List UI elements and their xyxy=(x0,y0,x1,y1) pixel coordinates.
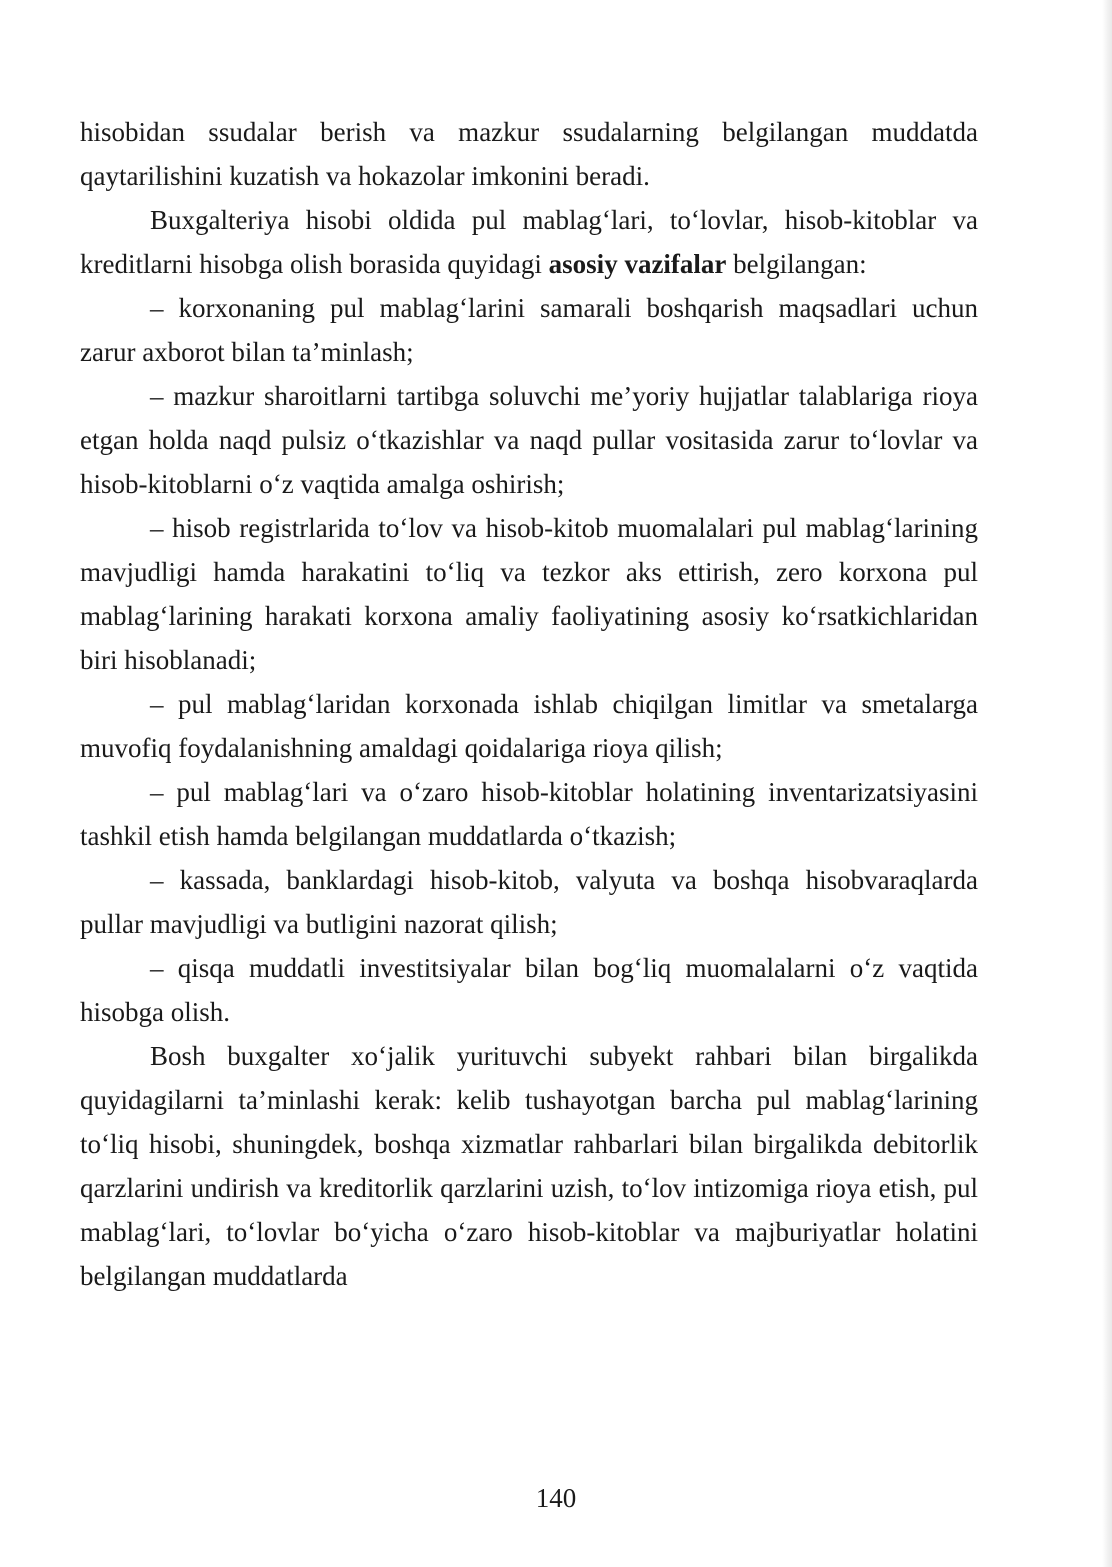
paragraph-chief-accountant xyxy=(80,1034,978,1298)
paragraph-text: Bosh buxgalter xo‘jalik yurituvchi subyekt rahbari bilan birgalikda quyidagilarni ta’minlashi kerak: kelib tushayotgan barcha pul mablag‘larining to‘liq hisobi, shuningdek, boshqa xizmatlar rahbarlari bilan birgalikda debitorlik qarzlarini undirish va kreditorlik qarzlarini uzish, to‘lov intizomiga rioya etish, pul mablag‘lari, to‘lovlar bo‘yicha o‘zaro hisob-kitoblar va majburiyatlar holatini belgilangan muddatlarda xyxy=(80,1041,978,1291)
list-item-text: – mazkur sharoitlarni tartibga soluvchi me’yoriy hujjatlar talablariga rioya etgan holda naqd pulsiz o‘tkazishlar va naqd pullar vositasida zarur to‘lovlar va hisob-kitoblarni o‘z vaqtida amalga oshirish; xyxy=(80,381,978,499)
list-item-text: – hisob registrlarida to‘lov va hisob-kitob muomalalari pul mablag‘larining mavjudligi hamda harakatini to‘liq va tezkor aks ettirish, zero korxona pul mablag‘larining harakati korxona amaliy faoliyatining asosiy ko‘rsatkichlaridan biri hisoblanadi; xyxy=(80,513,978,675)
list-item-text: – kassada, banklardagi hisob-kitob, valyuta va boshqa hisobvaraqlarda pullar mavjudligi va butligini nazorat qilish; xyxy=(80,865,978,939)
list-item xyxy=(80,506,978,682)
paragraph-text: belgilangan: xyxy=(726,249,867,279)
list-item xyxy=(80,858,978,946)
paragraph-text: hisobidan ssudalar berish va mazkur ssudalarning belgilangan muddatda qaytarilishini kuzatish va hokazolar imkonini beradi. xyxy=(80,117,978,191)
page-edge-shadow xyxy=(1102,0,1112,1567)
list-item xyxy=(80,946,978,1034)
list-item-text: – korxonaning pul mablag‘larini samarali boshqarish maqsadlari uchun zarur axborot bilan ta’minlash; xyxy=(80,293,978,367)
paragraph-continuation xyxy=(80,110,978,198)
paragraph-text: Buxgalteriya hisobi oldida pul mablag‘lari, to‘lovlar, hisob-kitoblar va kreditlarni hisobga olish borasida quyidagi xyxy=(80,205,978,279)
list-item-text: – qisqa muddatli investitsiyalar bilan bog‘liq muomalalarni o‘z vaqtida hisobga olish. xyxy=(80,953,978,1027)
bold-term: asosiy vazifalar xyxy=(548,249,727,279)
list-item-text: – pul mablag‘laridan korxonada ishlab chiqilgan limitlar va smetalarga muvofiq foydalanishning amaldagi qoidalariga rioya qilish; xyxy=(80,689,978,763)
page-number: 140 xyxy=(535,1483,577,1513)
body-text xyxy=(80,110,978,1298)
list-item xyxy=(80,770,978,858)
list-item xyxy=(80,374,978,506)
list-item-text: – pul mablag‘lari va o‘zaro hisob-kitoblar holatining inventarizatsiyasini tashkil etish hamda belgilangan muddatlarda o‘tkazish; xyxy=(80,777,978,851)
list-item xyxy=(80,286,978,374)
list-item xyxy=(80,682,978,770)
paragraph-main-tasks xyxy=(80,198,978,286)
